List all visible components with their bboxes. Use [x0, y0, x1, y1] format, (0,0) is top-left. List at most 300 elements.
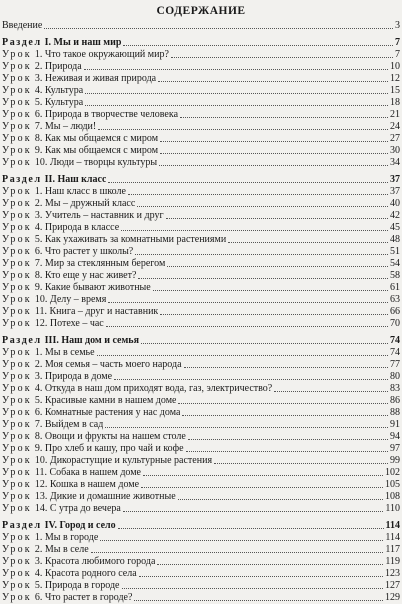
leader-dots — [141, 487, 383, 488]
lesson-title: Природа в классе — [44, 222, 120, 233]
lesson-number: 6 — [34, 109, 40, 120]
leader-dots — [167, 266, 388, 267]
section-label: III. Наш дом и семья — [44, 335, 140, 346]
lesson-number: 7 — [34, 419, 40, 430]
leader-dots — [85, 93, 388, 94]
lesson-number: 3 — [34, 210, 40, 221]
lesson-row — [2, 580, 400, 592]
lesson-text: Урок 2. Мы в селе — [2, 544, 89, 555]
lesson-word: Урок — [2, 198, 32, 209]
lesson-text: Урок 2. Природа — [2, 61, 82, 72]
leader-dots — [123, 45, 393, 46]
lesson-word: Урок — [2, 383, 32, 394]
lesson-text: Урок 9. Про хлеб и кашу, про чай и кофе — [2, 443, 184, 454]
lesson-title: Культура — [44, 85, 84, 96]
lesson-title: Мы в городе — [44, 532, 99, 543]
lesson-number: 11 — [34, 306, 45, 317]
lesson-word: Урок — [2, 258, 32, 269]
leader-dots — [123, 511, 384, 512]
lesson-number: 3 — [34, 371, 40, 382]
lesson-number: 11 — [34, 467, 45, 478]
lesson-title: Мы в семье — [44, 347, 95, 358]
lesson-title: Люди – творцы культуры — [49, 157, 158, 168]
lesson-text: Урок 1. Мы в семье — [2, 347, 95, 358]
lesson-word: Урок — [2, 49, 32, 60]
lesson-text: Урок 5. Красивые камни в нашем доме — [2, 395, 177, 406]
section-heading — [2, 37, 400, 49]
lesson-row — [2, 234, 400, 246]
leader-dots — [274, 391, 388, 392]
leader-dots — [137, 206, 388, 207]
page-number: 54 — [390, 258, 400, 269]
page-number: 24 — [390, 121, 400, 132]
lesson-word: Урок — [2, 592, 32, 603]
lesson-word: Урок — [2, 455, 32, 466]
lesson-row — [2, 145, 400, 157]
lesson-row — [2, 568, 400, 580]
lesson-number: 12 — [34, 479, 45, 490]
lesson-text: Урок 2. Мы – дружный класс — [2, 198, 136, 209]
lesson-row — [2, 443, 400, 455]
lesson-number: 1 — [34, 532, 40, 543]
lesson-row — [2, 210, 400, 222]
lesson-title: Выйдем в сад — [44, 419, 104, 430]
page-number: 42 — [390, 210, 400, 221]
lesson-text: Урок 9. Какие бывают животные — [2, 282, 151, 293]
section-heading — [2, 520, 400, 532]
lesson-row — [2, 395, 400, 407]
lesson-title: Природа в городе — [44, 580, 120, 591]
lesson-number: 2 — [34, 61, 40, 72]
lesson-number: 13 — [34, 491, 45, 502]
lesson-title: Мы – дружный класс — [44, 198, 136, 209]
leader-dots — [186, 451, 388, 452]
lesson-text: Урок 3. Учитель – наставник и друг — [2, 210, 164, 221]
page-number: 40 — [390, 198, 400, 209]
lesson-row — [2, 407, 400, 419]
lesson-word: Урок — [2, 61, 32, 72]
section-label: I. Мы и наш мир — [44, 37, 122, 48]
lesson-text: Урок 4. Культура — [2, 85, 84, 96]
lesson-row — [2, 246, 400, 258]
lesson-title: Природа в творчестве человека — [44, 109, 179, 120]
lesson-title: Книга – друг и наставник — [49, 306, 159, 317]
lesson-number: 6 — [34, 246, 40, 257]
toc-intro-row — [2, 20, 400, 32]
lesson-text: Урок 11. Собака в нашем доме — [2, 467, 141, 478]
lesson-number: 9 — [34, 145, 40, 156]
lesson-title: Мир за стеклянным берегом — [44, 258, 166, 269]
lesson-number: 9 — [34, 443, 40, 454]
lesson-title: Мы в селе — [44, 544, 89, 555]
section-title — [2, 335, 139, 347]
lesson-word: Урок — [2, 282, 32, 293]
lesson-number: 8 — [34, 133, 40, 144]
page-number: 48 — [390, 234, 400, 245]
lesson-row — [2, 491, 400, 503]
page-number: 97 — [390, 443, 400, 454]
lesson-text: Урок 14. С утра до вечера — [2, 503, 121, 514]
section-heading — [2, 174, 400, 186]
leader-dots — [188, 439, 388, 440]
page-number: 74 — [390, 347, 400, 358]
lesson-title: Кто еще у нас живет? — [44, 270, 137, 281]
lesson-text: Урок 3. Неживая и живая природа — [2, 73, 157, 84]
section-word: Раздел — [2, 335, 42, 346]
leader-dots — [97, 355, 388, 356]
leader-dots — [100, 540, 383, 541]
lesson-text: Урок 4. Откуда в наш дом приходят вода, газ, электричество? — [2, 383, 273, 394]
leader-dots — [178, 499, 383, 500]
lesson-row — [2, 133, 400, 145]
lesson-row — [2, 544, 400, 556]
lesson-word: Урок — [2, 431, 32, 442]
lesson-row — [2, 347, 400, 359]
lesson-word: Урок — [2, 556, 32, 567]
lesson-word: Урок — [2, 580, 32, 591]
intro-title: Введение — [2, 20, 43, 31]
lesson-row — [2, 592, 400, 604]
lesson-row — [2, 419, 400, 431]
lesson-word: Урок — [2, 85, 32, 96]
lesson-number: 12 — [34, 318, 45, 329]
leader-dots — [153, 290, 388, 291]
page-number: 7 — [395, 37, 400, 48]
lesson-row — [2, 503, 400, 515]
lesson-number: 8 — [34, 270, 40, 281]
lesson-title: Учитель – наставник и друг — [44, 210, 164, 221]
leader-dots — [114, 379, 388, 380]
page-number: 61 — [390, 282, 400, 293]
page-number: 18 — [390, 97, 400, 108]
lesson-text: Урок 5. Культура — [2, 97, 84, 108]
lesson-row — [2, 383, 400, 395]
lesson-title: Красивые камни в нашем доме — [44, 395, 177, 406]
lesson-text: Урок 13. Дикие и домашние животные — [2, 491, 176, 502]
lesson-row — [2, 49, 400, 61]
leader-dots — [160, 141, 388, 142]
leader-dots — [141, 343, 388, 344]
lesson-text: Урок 10. Люди – творцы культуры — [2, 157, 158, 168]
page-number: 3 — [395, 20, 400, 31]
lesson-word: Урок — [2, 371, 32, 382]
section-word: Раздел — [2, 520, 42, 531]
section-word: Раздел — [2, 37, 42, 48]
lesson-title: Что растет в городе? — [44, 592, 133, 603]
lesson-row — [2, 371, 400, 383]
lesson-row — [2, 121, 400, 133]
lesson-text: Урок 2. Моя семья – часть моего народа — [2, 359, 182, 370]
lesson-text: Урок 6. Комнатные растения у нас дома — [2, 407, 181, 418]
page-number: 34 — [390, 157, 400, 168]
lesson-text: Урок 6. Природа в творчестве человека — [2, 109, 179, 120]
page-number: 129 — [385, 592, 400, 603]
lesson-number: 2 — [34, 544, 40, 555]
lesson-row — [2, 479, 400, 491]
page-number: 86 — [390, 395, 400, 406]
lesson-row — [2, 532, 400, 544]
lesson-word: Урок — [2, 157, 32, 168]
lesson-word: Урок — [2, 145, 32, 156]
lesson-number: 9 — [34, 282, 40, 293]
lesson-text: Урок 7. Выйдем в сад — [2, 419, 104, 430]
lesson-title: Дикие и домашние животные — [49, 491, 176, 502]
leader-dots — [157, 564, 383, 565]
lesson-row — [2, 556, 400, 568]
lesson-row — [2, 258, 400, 270]
page-number: 21 — [390, 109, 400, 120]
leader-dots — [118, 528, 384, 529]
lesson-word: Урок — [2, 97, 32, 108]
lesson-word: Урок — [2, 491, 32, 502]
toc-body — [2, 32, 400, 604]
lesson-title: Природа в доме — [44, 371, 113, 382]
leader-dots — [139, 576, 383, 577]
lesson-row — [2, 270, 400, 282]
page-number: 94 — [390, 431, 400, 442]
lesson-row — [2, 186, 400, 198]
leader-dots — [214, 463, 388, 464]
lesson-number: 10 — [34, 455, 45, 466]
lesson-number: 5 — [34, 234, 40, 245]
page-number: 7 — [395, 49, 400, 60]
leader-dots — [160, 153, 388, 154]
lesson-title: Как ухаживать за комнатными растениями — [44, 234, 227, 245]
section-label: IV. Город и село — [44, 520, 116, 531]
lesson-word: Урок — [2, 210, 32, 221]
leader-dots — [178, 403, 388, 404]
leader-dots — [160, 314, 388, 315]
page-number: 15 — [390, 85, 400, 96]
lesson-title: С утра до вечера — [49, 503, 121, 514]
page-number: 77 — [390, 359, 400, 370]
lesson-title: Что растет у школы? — [44, 246, 134, 257]
lesson-word: Урок — [2, 568, 32, 579]
page-number: 30 — [390, 145, 400, 156]
lesson-number: 4 — [34, 222, 40, 233]
lesson-title: Что такое окружающий мир? — [44, 49, 169, 60]
lesson-number: 7 — [34, 121, 40, 132]
page-number: 58 — [390, 270, 400, 281]
lesson-word: Урок — [2, 270, 32, 281]
lesson-title: Какие бывают животные — [44, 282, 151, 293]
lesson-title: Красота любимого города — [44, 556, 156, 567]
lesson-text: Урок 6. Что растет в городе? — [2, 592, 133, 603]
lesson-row — [2, 198, 400, 210]
leader-dots — [85, 105, 388, 106]
lesson-row — [2, 359, 400, 371]
lesson-number: 7 — [34, 258, 40, 269]
lesson-title: Неживая и живая природа — [44, 73, 157, 84]
lesson-title: Как мы общаемся с миром — [44, 133, 159, 144]
page-number: 12 — [390, 73, 400, 84]
lesson-number: 4 — [34, 85, 40, 96]
leader-dots — [182, 415, 388, 416]
lesson-title: Кошка в нашем доме — [49, 479, 140, 490]
leader-dots — [121, 230, 388, 231]
page-number: 127 — [385, 580, 400, 591]
lesson-text: Урок 4. Природа в классе — [2, 222, 120, 233]
lesson-text: Урок 10. Делу – время — [2, 294, 107, 305]
leader-dots — [143, 475, 383, 476]
lesson-word: Урок — [2, 246, 32, 257]
page-number: 74 — [390, 335, 400, 346]
lesson-text: Урок 1. Мы в городе — [2, 532, 99, 543]
lesson-title: Делу – время — [49, 294, 107, 305]
lesson-word: Урок — [2, 306, 32, 317]
lesson-number: 3 — [34, 73, 40, 84]
lesson-row — [2, 467, 400, 479]
page-number: 70 — [390, 318, 400, 329]
page-number: 108 — [385, 491, 400, 502]
lesson-title: Про хлеб и кашу, про чай и кофе — [44, 443, 184, 454]
lesson-title: Потехе – час — [49, 318, 104, 329]
lesson-row — [2, 455, 400, 467]
lesson-number: 14 — [34, 503, 45, 514]
lesson-number: 10 — [34, 157, 45, 168]
lesson-text: Урок 3. Красота любимого города — [2, 556, 156, 567]
leader-dots — [106, 326, 388, 327]
lesson-number: 4 — [34, 383, 40, 394]
leader-dots — [44, 28, 393, 29]
lesson-number: 5 — [34, 395, 40, 406]
lesson-title: Наш класс в школе — [44, 186, 126, 197]
lesson-text: Урок 1. Наш класс в школе — [2, 186, 126, 197]
lesson-row — [2, 306, 400, 318]
leader-dots — [128, 194, 388, 195]
page-number: 105 — [385, 479, 400, 490]
lesson-title: Красота родного села — [44, 568, 137, 579]
lesson-text: Урок 12. Потехе – час — [2, 318, 104, 329]
section-title — [2, 37, 121, 49]
page-number: 10 — [390, 61, 400, 72]
lesson-word: Урок — [2, 186, 32, 197]
lesson-text: Урок 9. Как мы общаемся с миром — [2, 145, 159, 156]
leader-dots — [158, 81, 388, 82]
lesson-number: 6 — [34, 592, 40, 603]
lesson-text: Урок 4. Красота родного села — [2, 568, 137, 579]
lesson-text: Урок 12. Кошка в нашем доме — [2, 479, 140, 490]
lesson-row — [2, 109, 400, 121]
lesson-word: Урок — [2, 532, 32, 543]
lesson-title: Как мы общаемся с миром — [44, 145, 159, 156]
lesson-number: 2 — [34, 359, 40, 370]
page-number: 80 — [390, 371, 400, 382]
page-number: 123 — [385, 568, 400, 579]
lesson-number: 2 — [34, 198, 40, 209]
page-number: 63 — [390, 294, 400, 305]
lesson-text: Урок 7. Мир за стеклянным берегом — [2, 258, 166, 269]
lesson-text: Урок 7. Мы – люди! — [2, 121, 97, 132]
leader-dots — [184, 367, 388, 368]
lesson-word: Урок — [2, 294, 32, 305]
lesson-title: Культура — [44, 97, 84, 108]
lesson-word: Урок — [2, 73, 32, 84]
leader-dots — [98, 129, 388, 130]
lesson-word: Урок — [2, 359, 32, 370]
lesson-word: Урок — [2, 419, 32, 430]
lesson-text: Урок 8. Кто еще у нас живет? — [2, 270, 137, 281]
leader-dots — [105, 427, 388, 428]
page-number: 114 — [385, 532, 400, 543]
leader-dots — [84, 69, 388, 70]
lesson-row — [2, 431, 400, 443]
lesson-row — [2, 294, 400, 306]
lesson-word: Урок — [2, 234, 32, 245]
lesson-word: Урок — [2, 347, 32, 358]
page-number: 110 — [385, 503, 400, 514]
lesson-text: Урок 8. Как мы общаемся с миром — [2, 133, 159, 144]
leader-dots — [108, 182, 388, 183]
page-number: 45 — [390, 222, 400, 233]
lesson-word: Урок — [2, 544, 32, 555]
page-number: 88 — [390, 407, 400, 418]
lesson-number: 5 — [34, 580, 40, 591]
page-number: 117 — [385, 544, 400, 555]
section-title — [2, 174, 106, 186]
leader-dots — [91, 552, 384, 553]
lesson-word: Урок — [2, 407, 32, 418]
lesson-word: Урок — [2, 222, 32, 233]
leader-dots — [134, 600, 383, 601]
lesson-title: Овощи и фрукты на нашем столе — [44, 431, 186, 442]
leader-dots — [228, 242, 388, 243]
lesson-word: Урок — [2, 318, 32, 329]
leader-dots — [180, 117, 388, 118]
lesson-row — [2, 97, 400, 109]
lesson-title: Дикорастущие и культурные растения — [49, 455, 213, 466]
lesson-title: Природа — [44, 61, 82, 72]
lesson-number: 3 — [34, 556, 40, 567]
lesson-number: 8 — [34, 431, 40, 442]
lesson-word: Урок — [2, 133, 32, 144]
lesson-word: Урок — [2, 109, 32, 120]
page-number: 37 — [390, 174, 400, 185]
page-number: 119 — [385, 556, 400, 567]
lesson-word: Урок — [2, 479, 32, 490]
lesson-number: 4 — [34, 568, 40, 579]
lesson-row — [2, 318, 400, 330]
leader-dots — [108, 302, 388, 303]
lesson-word: Урок — [2, 467, 32, 478]
lesson-number: 10 — [34, 294, 45, 305]
lesson-word: Урок — [2, 503, 32, 514]
lesson-row — [2, 61, 400, 73]
page-number: 83 — [390, 383, 400, 394]
leader-dots — [122, 588, 384, 589]
lesson-text: Урок 3. Природа в доме — [2, 371, 113, 382]
page-number: 66 — [390, 306, 400, 317]
leader-dots — [171, 57, 393, 58]
lesson-row — [2, 73, 400, 85]
leader-dots — [159, 165, 388, 166]
leader-dots — [138, 278, 388, 279]
lesson-text: Урок 8. Овощи и фрукты на нашем столе — [2, 431, 186, 442]
lesson-title: Комнатные растения у нас дома — [44, 407, 181, 418]
lesson-title: Откуда в наш дом приходят вода, газ, электричество? — [44, 383, 273, 394]
lesson-word: Урок — [2, 121, 32, 132]
lesson-text: Урок 10. Дикорастущие и культурные растения — [2, 455, 213, 466]
lesson-number: 5 — [34, 97, 40, 108]
page-number: 99 — [390, 455, 400, 466]
leader-dots — [166, 218, 388, 219]
lesson-title: Мы – люди! — [44, 121, 97, 132]
lesson-row — [2, 157, 400, 169]
page-number: 27 — [390, 133, 400, 144]
page-number: 102 — [385, 467, 400, 478]
lesson-number: 1 — [34, 186, 40, 197]
lesson-text: Урок 1. Что такое окружающий мир? — [2, 49, 169, 60]
